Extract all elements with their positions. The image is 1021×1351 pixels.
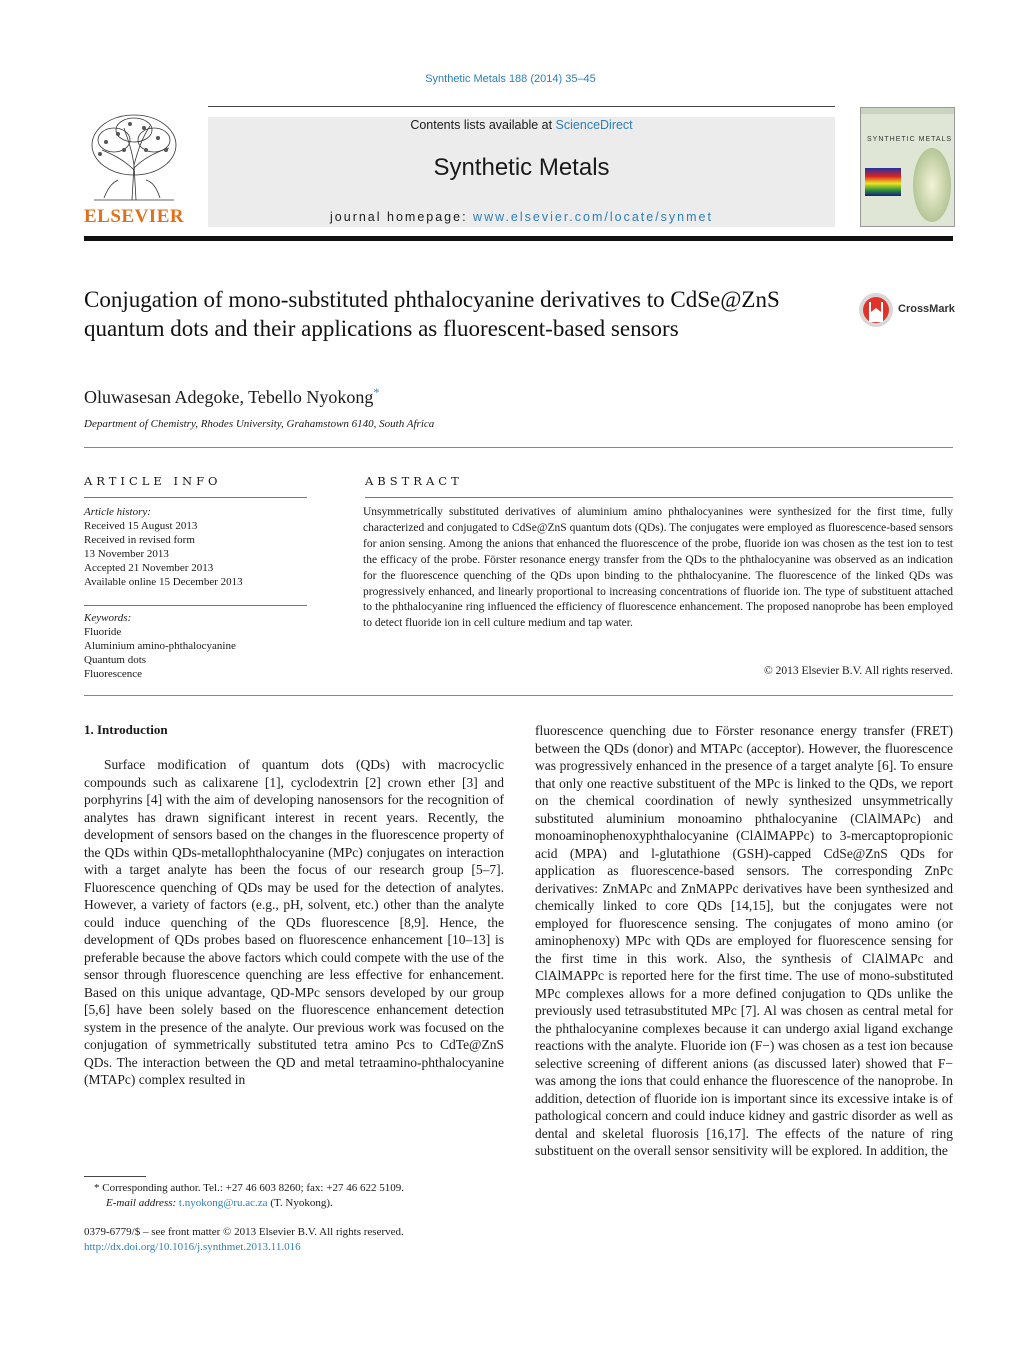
history-item: Received in revised form bbox=[84, 534, 195, 546]
corresponding-author-footnote bbox=[84, 1181, 504, 1211]
keyword: Fluorescence bbox=[84, 668, 143, 680]
crossmark-label: CrossMark bbox=[898, 303, 955, 315]
cover-spectrum-graphic bbox=[865, 168, 901, 196]
author-names: Oluwasesan Adegoke, Tebello Nyokong bbox=[84, 387, 374, 407]
contents-prefix: Contents lists available at bbox=[410, 118, 556, 132]
affiliation-rule bbox=[84, 447, 953, 448]
article-history bbox=[84, 505, 314, 589]
footnote-rule bbox=[84, 1176, 146, 1177]
issn-line: 0379-6779/$ – see front matter © 2013 Elsevier B.V. All rights reserved. bbox=[84, 1226, 404, 1238]
crossmark-icon bbox=[858, 292, 896, 328]
email-link[interactable]: t.nyokong@ru.ac.za bbox=[178, 1197, 268, 1209]
keyword: Quantum dots bbox=[84, 654, 147, 666]
cover-title: SYNTHETIC METALS bbox=[867, 136, 953, 143]
cover-band bbox=[861, 108, 954, 114]
keywords bbox=[84, 611, 314, 681]
journal-citation[interactable]: Synthetic Metals 188 (2014) 35–45 bbox=[425, 73, 596, 85]
section-heading: 1. Introduction bbox=[84, 722, 168, 737]
abstract-copyright: © 2013 Elsevier B.V. All rights reserved. bbox=[764, 665, 953, 677]
keyword: Fluoride bbox=[84, 626, 122, 638]
article-info-heading: ARTICLE INFO bbox=[84, 474, 222, 488]
history-item: 13 November 2013 bbox=[84, 548, 169, 560]
article-info-rule bbox=[84, 497, 307, 498]
author-list bbox=[84, 385, 379, 408]
corresponding-line: * Corresponding author. Tel.: +27 46 603 8260; fax: +27 46 622 5109. bbox=[94, 1182, 404, 1194]
journal-homepage bbox=[208, 210, 835, 224]
contents-line bbox=[208, 118, 835, 132]
journal-title: Synthetic Metals bbox=[433, 154, 610, 181]
affiliation: Department of Chemistry, Rhodes University, Grahamstown 6140, South Africa bbox=[84, 418, 435, 430]
publisher-wordmark: ELSEVIER bbox=[84, 206, 185, 227]
sciencedirect-link[interactable]: ScienceDirect bbox=[555, 118, 633, 132]
journal-cover-image[interactable] bbox=[860, 107, 955, 227]
abstract-bottom-rule bbox=[84, 695, 953, 696]
body-column-right: fluorescence quenching due to Förster resonance energy transfer (FRET) between the QDs (donor) and MTAPc (acceptor). However, the fluorescence was progressively enhanced in the presence of a target analyte [6]. To ensure that only one reactive substituent of the MPc is linked to the QDs, we report on the chemical coordination of newly synthesized unsymmetrically substituted aluminium monoamino phthalocyanine (ClAlMAPc) and monoaminophenoxyphthalocyanine (ClAlMAPPc) to 3-mercaptopropionic acid (MPA) and l-glutathione (GSH)-capped CdSe@ZnS QDs for application as fluorescence-based sensors. The corresponding ZnPc derivatives: ZnMAPc and ZnMAPPc derivatives have been synthesized and chemically linked to core QDs [14,15], but the conjugates were not employed for fluorescence sensing. The conjugates of mono amino (or aminophenoxy) MPc with QDs are employed for fluorescence sensing for the first time in this work. Also, the synthesis of ClAlMAPc and ClAlMAPPc is reported here for the first time. The use of mono-substituted MPc complexes allows for a more defined conjugation to QDs unlike the previously used tetrasubstituted MPc [7]. Al was chosen as central metal for the phthalocyanine complexes because it can undergo axial ligand exchange reactions with the analyte. Fluoride ion (F−) was chosen as a test ion because selective screening of different anions (as discussed later) showed that F− was among the ions that could enhance the fluorescence of the nanoprobe. In addition, detection of fluoride ion is important since its excessive intake is of pathological concern and could induce kidney and gastric disorder as well as dental and skeletal fluorosis [16,17]. The effects of the nature of ring substituent on the overall sensor sensitivity will be explored. In addition, the bbox=[535, 723, 953, 1158]
history-item: Received 15 August 2013 bbox=[84, 520, 198, 532]
issn-block bbox=[84, 1225, 504, 1255]
body-column-left: Surface modification of quantum dots (QDs) with macrocyclic compounds such as calixarene [1], cyclodextrin [2] crown ether [3] and porphyrins [4] with the aim of developing nanosensors for the recognition of analytes has drawn significant interest in recent years. Recently, the development of sensors based on the changes in the fluorescence property of the QDs within QDs-metallophthalocyanine (MPc) conjugates on interaction with a target analyte has been the focus of our research group [5–7]. Fluorescence quenching of QDs may be used for the detection of analytes. However, a variety of factors (e.g., pH, solvent, etc.) other than the analyte could induce quenching of the QDs fluorescence [8,9]. Hence, the development of QDs probes based on fluorescence enhancement [10–13] is preferable because the above factors which could compete with the use of the sensor through fluorescence quenching are less effective for enhancement. Based on this unique advantage, QD-MPc sensors developed by our group [5,6] have been solely based on the fluorescence enhancement detection system in the presence of the analyte. Our previous work was focused on the conjugation of symmetrically substituted tetra amino Pcs to CdTe@ZnS QDs. The interaction between the QD and metal tetraamino-phthalocyanine (MTAPc) complex resulted in bbox=[84, 757, 504, 1087]
cover-photo-graphic bbox=[913, 148, 951, 222]
abstract-heading: ABSTRACT bbox=[365, 474, 463, 488]
doi-link[interactable]: http://dx.doi.org/10.1016/j.synthmet.2013.11.016 bbox=[84, 1241, 301, 1253]
crossmark-badge[interactable] bbox=[858, 292, 958, 328]
keyword: Aluminium amino-phthalocyanine bbox=[84, 640, 236, 652]
keywords-label: Keywords: bbox=[84, 612, 132, 624]
header-rule bbox=[208, 106, 835, 107]
email-label: E-mail address: bbox=[106, 1197, 179, 1209]
history-item: Accepted 21 November 2013 bbox=[84, 562, 214, 574]
article-title: Conjugation of mono-substituted phthalocyanine derivatives to CdSe@ZnS quantum dots and their applications as fluorescent-based sensors bbox=[84, 287, 780, 341]
abstract-rule bbox=[365, 497, 953, 498]
header-thick-rule bbox=[84, 236, 953, 241]
history-item: Available online 15 December 2013 bbox=[84, 576, 243, 588]
email-suffix: (T. Nyokong). bbox=[267, 1197, 333, 1209]
history-label: Article history: bbox=[84, 506, 151, 518]
keywords-rule bbox=[84, 605, 307, 606]
homepage-prefix: journal homepage: bbox=[330, 210, 474, 224]
corresponding-author-mark[interactable]: * bbox=[373, 385, 380, 399]
homepage-link[interactable]: www.elsevier.com/locate/synmet bbox=[473, 210, 713, 224]
abstract-text: Unsymmetrically substituted derivatives of aluminium amino phthalocyanines were synthesized for the first time, fully characterized and conjugated to CdSe@ZnS quantum dots (QDs). The conjugates were employed as fluorescence-based sensors for anion sensing. Among the anions that enhanced the fluorescence of the probe, fluoride ion was chosen as the test ion to test the efficacy of the probe. Förster resonance energy transfer from the QDs to the phthalocyanine was observed as an indication for the fluorescence quenching of the QDs upon binding to the phthalocyanine. The fluorescence of the linked QDs was progressively enhanced, and linearly proportional to increasing concentrations of fluoride ion. The type of substituent attached to the phthalocyanine ring influenced the efficiency of fluorescence enhancement. The proposed nanoprobe has been employed to detect fluoride ion in cell culture medium and tap water. bbox=[363, 506, 953, 630]
